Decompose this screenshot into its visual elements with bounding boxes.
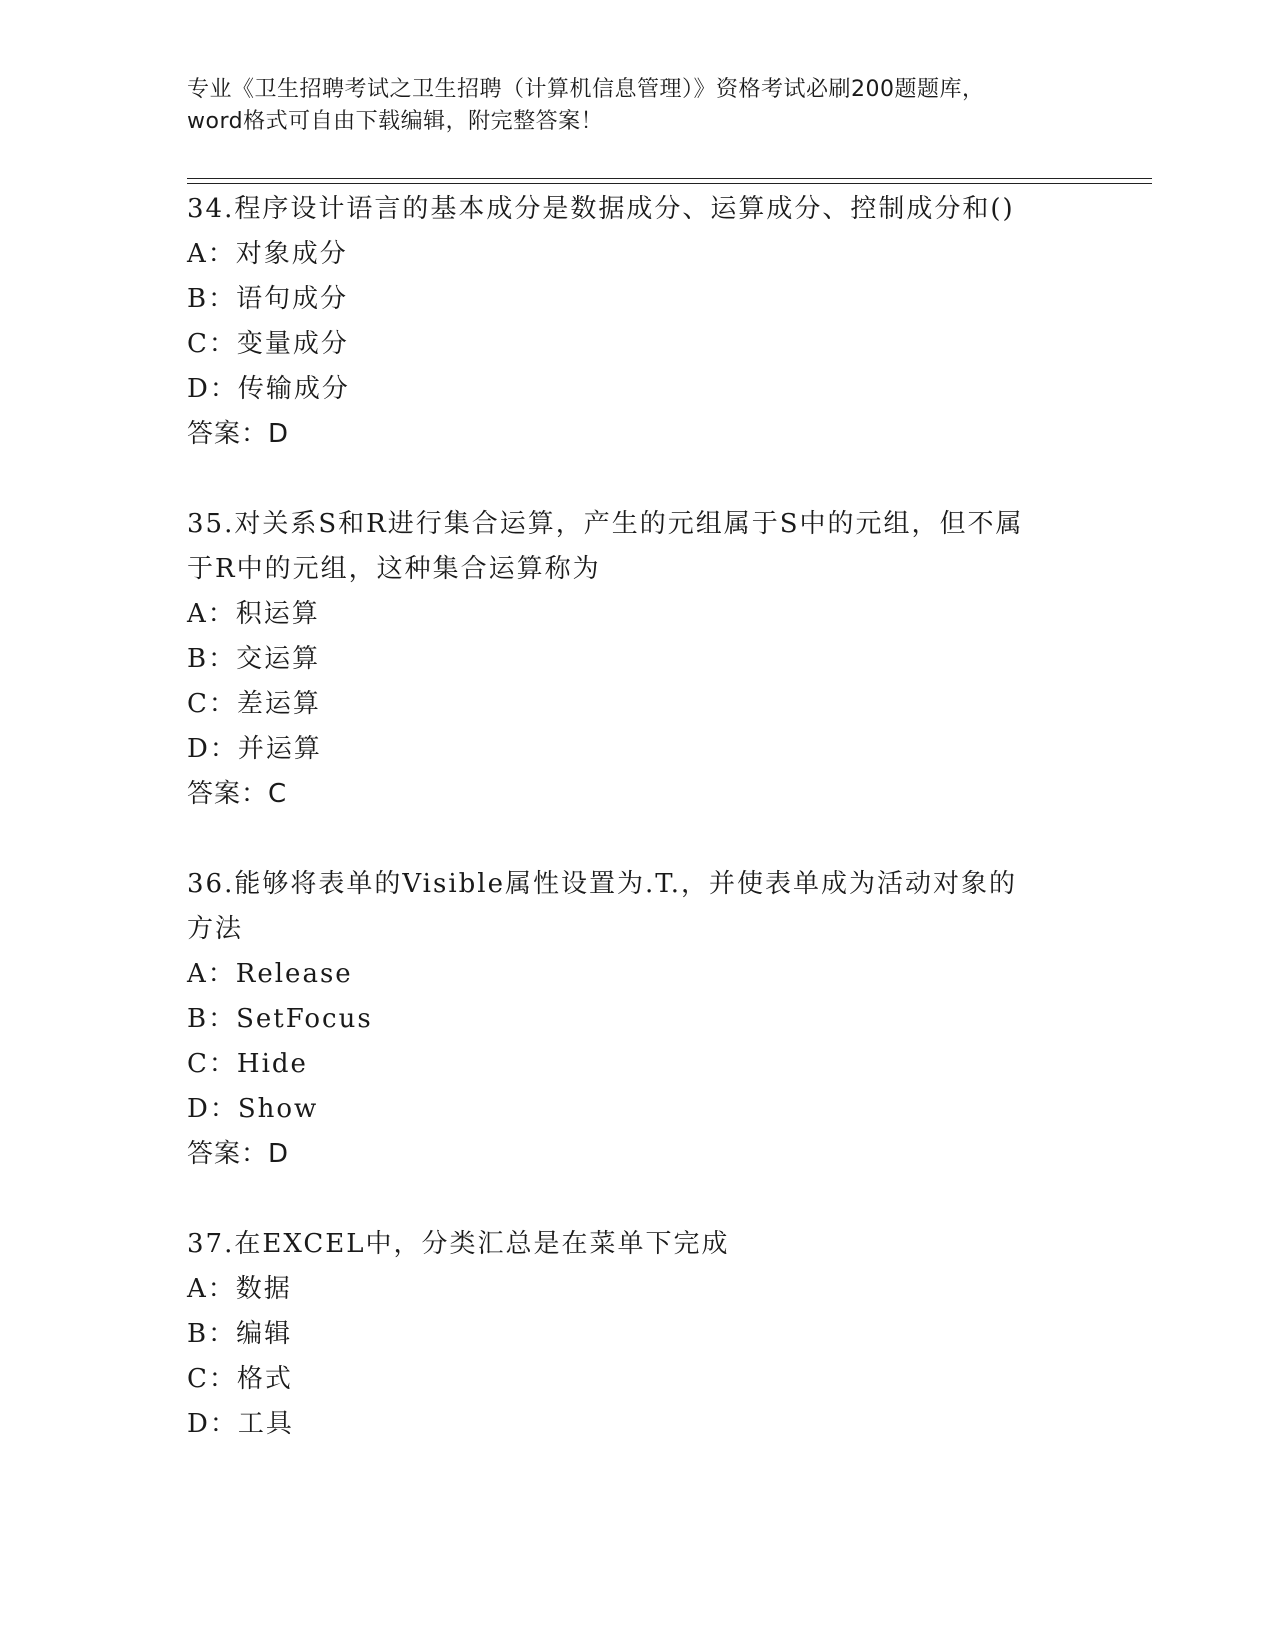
question-36-option-c: C：Hide — [187, 1049, 308, 1079]
question-36-text-line2: 方法 — [187, 914, 244, 944]
question-36-option-a: A：Release — [187, 959, 353, 989]
question-37-text: 37.在EXCEL中，分类汇总是在菜单下完成 — [187, 1229, 730, 1259]
document-header — [187, 74, 1087, 138]
question-37-option-b: B：编辑 — [187, 1319, 293, 1349]
question-36-option-b: B：SetFocus — [187, 1004, 373, 1034]
question-35-answer: 答案：C — [187, 779, 288, 809]
question-36-option-d: D：Show — [187, 1094, 319, 1124]
question-34-option-a: A：对象成分 — [187, 239, 348, 269]
question-35-option-d: D：并运算 — [187, 734, 322, 764]
question-34-text: 34.程序设计语言的基本成分是数据成分、运算成分、控制成分和() — [187, 194, 1015, 224]
header-subtitle-line: word格式可自由下载编辑，附完整答案！ — [187, 109, 604, 134]
question-37-option-a: A：数据 — [187, 1274, 292, 1304]
question-35-option-c: C：差运算 — [187, 689, 321, 719]
question-35-text-line1: 35.对关系S和R进行集合运算，产生的元组属于S中的元组，但不属 — [187, 509, 1024, 539]
header-title-line: 专业《卫生招聘考试之卫生招聘（计算机信息管理）》资格考试必刷200题题库， — [187, 77, 985, 102]
question-36-answer: 答案：D — [187, 1139, 290, 1169]
question-36-text-line1: 36.能够将表单的Visible属性设置为.T.，并使表单成为活动对象的 — [187, 869, 1018, 899]
question-37-option-c: C：格式 — [187, 1364, 293, 1394]
question-37-option-d: D：工具 — [187, 1409, 294, 1439]
question-35-text-line2: 于R中的元组，这种集合运算称为 — [187, 554, 601, 584]
question-34-answer: 答案：D — [187, 419, 290, 449]
question-34-option-d: D：传输成分 — [187, 374, 350, 404]
header-divider-bottom — [187, 183, 1152, 184]
question-35-option-b: B：交运算 — [187, 644, 321, 674]
question-34-option-b: B：语句成分 — [187, 284, 349, 314]
header-divider-top — [187, 178, 1152, 179]
question-35-option-a: A：积运算 — [187, 599, 320, 629]
question-34-option-c: C：变量成分 — [187, 329, 349, 359]
